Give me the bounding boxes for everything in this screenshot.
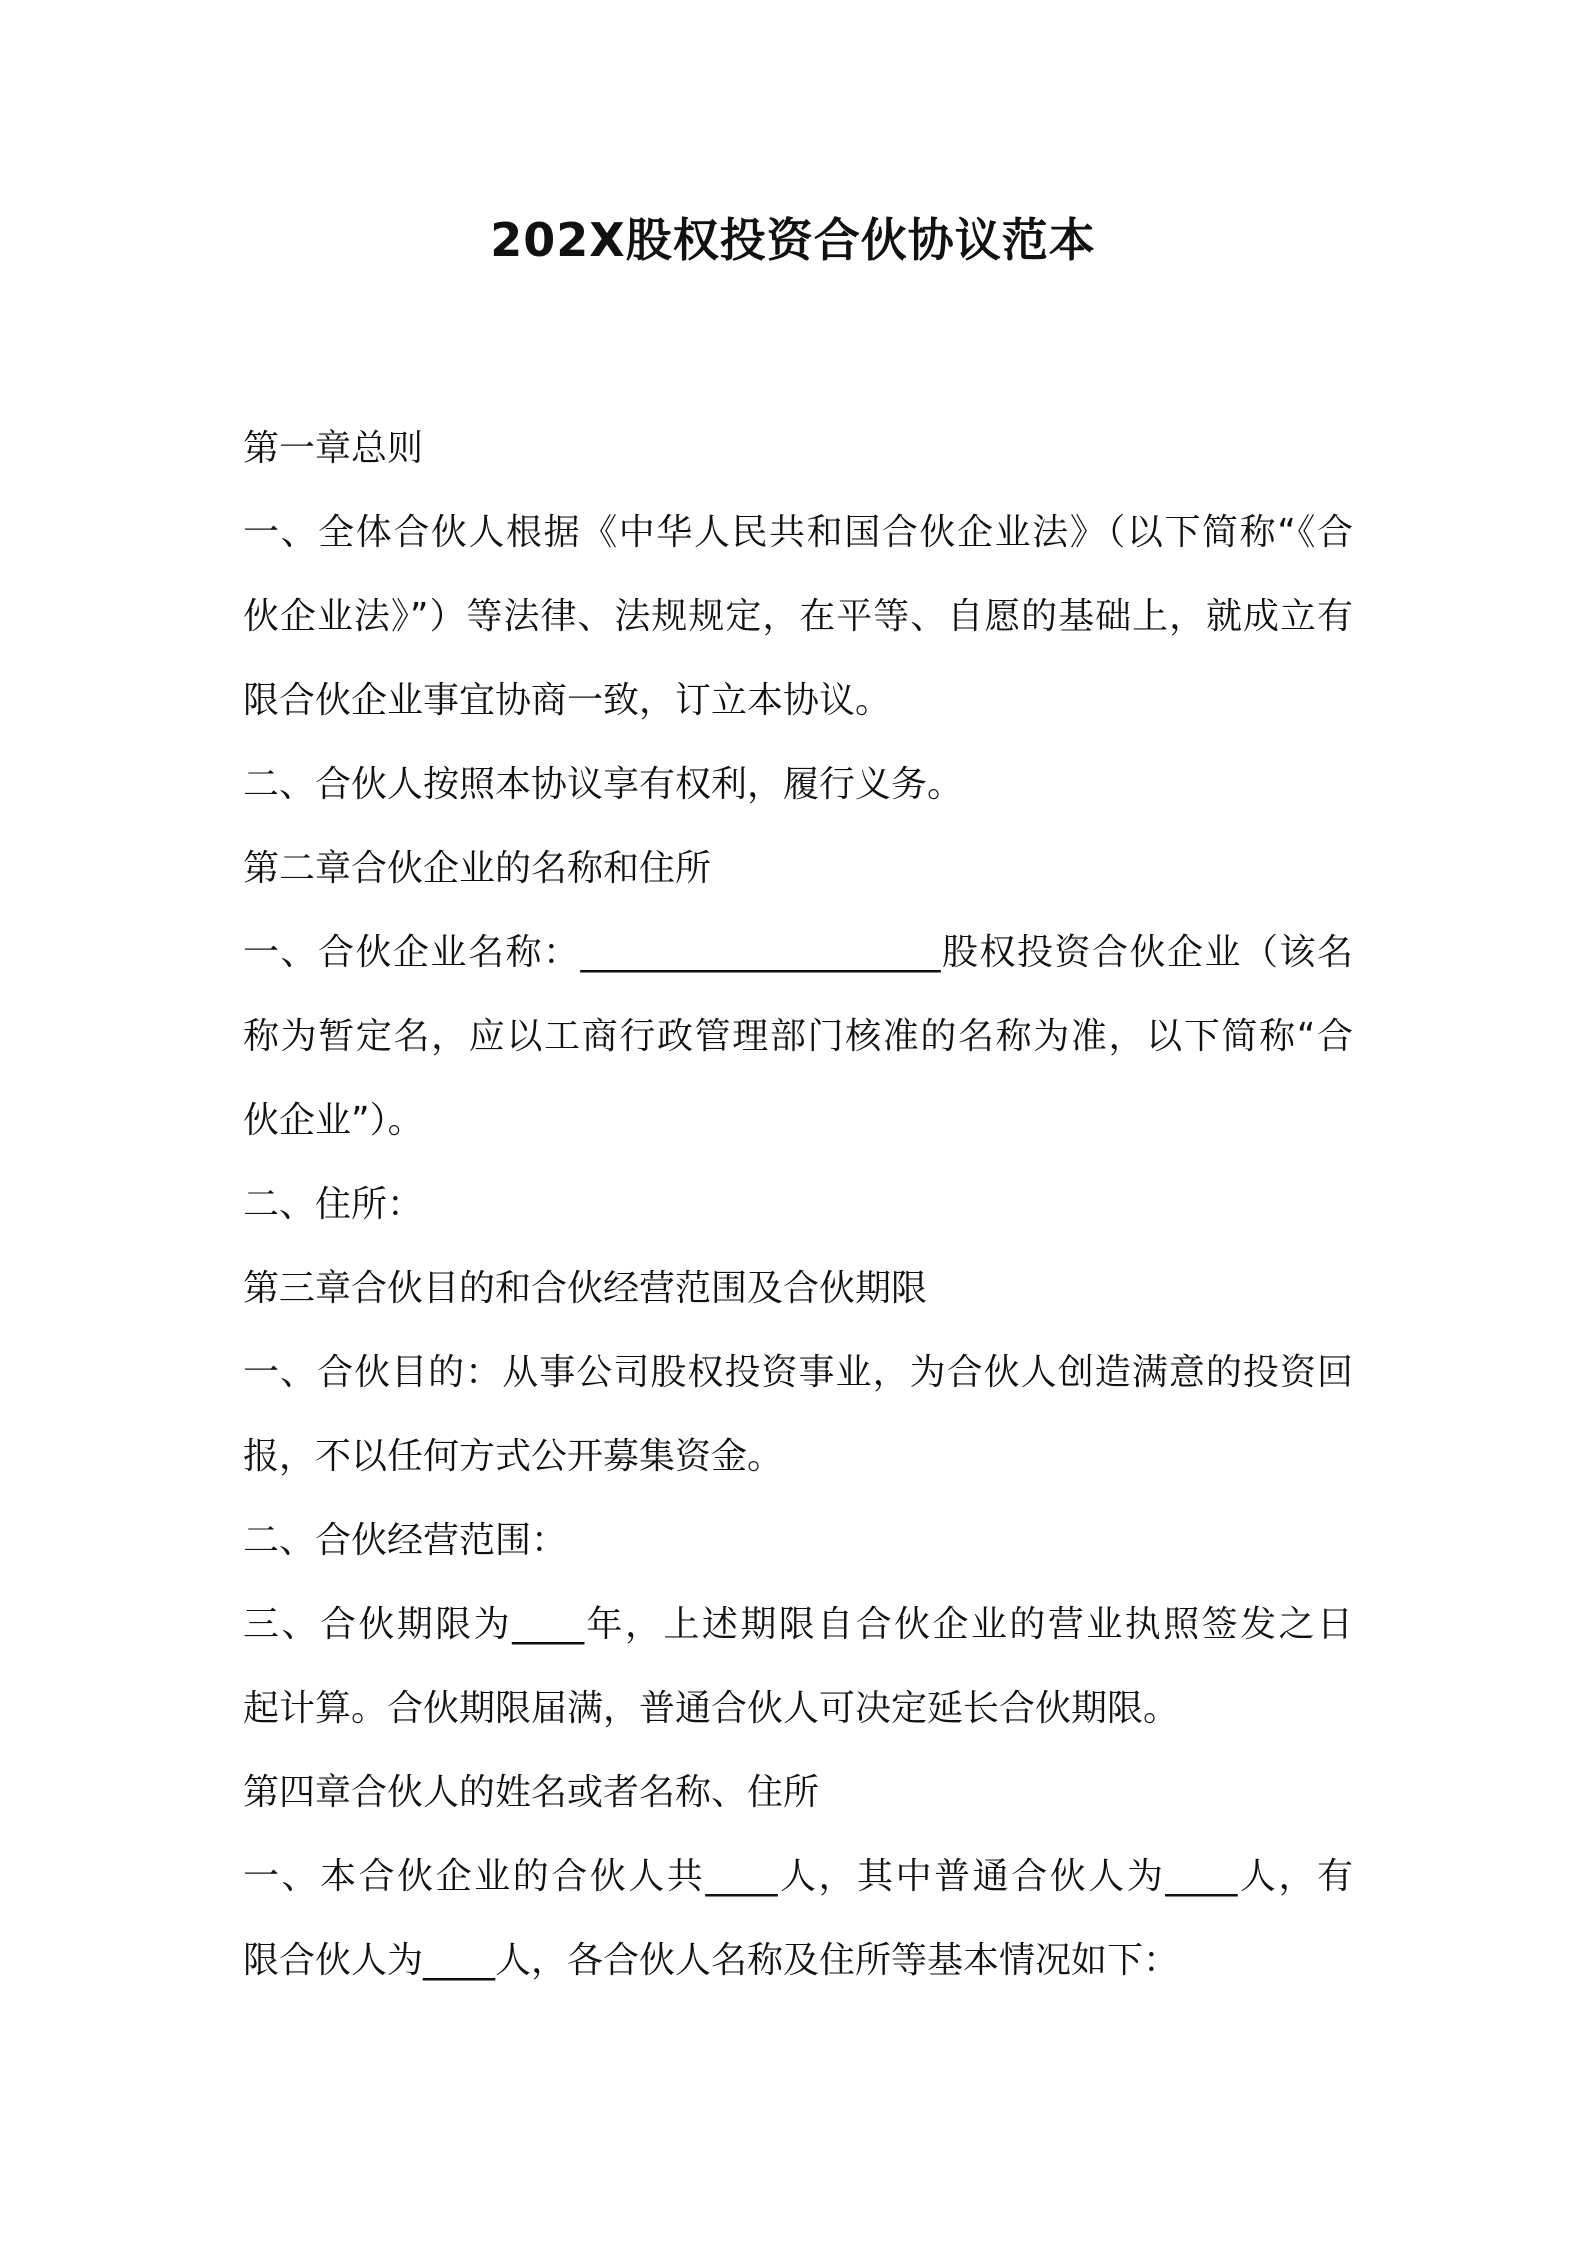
chapter-2-heading: 第二章合伙企业的名称和住所 <box>243 848 712 889</box>
paragraph-line: 二、合伙经营范围： <box>243 1520 568 1561</box>
document-body <box>243 407 1353 2003</box>
paragraph-line: 报，不以任何方式公开募集资金。 <box>243 1436 784 1477</box>
paragraph-line: 一、全体合伙人根据《中华人民共和国合伙企业法》（以下简称“《合 <box>243 512 1353 553</box>
paragraph-line: 二、合伙人按照本协议享有权利，履行义务。 <box>243 764 964 805</box>
chapter-4-heading: 第四章合伙人的姓名或者名称、住所 <box>243 1772 820 1813</box>
paragraph-line: 限合伙人为____人，各合伙人名称及住所等基本情况如下： <box>243 1940 1180 1981</box>
paragraph-line: 二、住所： <box>243 1184 424 1225</box>
chapter-3-heading: 第三章合伙目的和合伙经营范围及合伙期限 <box>243 1268 928 1309</box>
paragraph-line: 伙企业法》”）等法律、法规规定，在平等、自愿的基础上，就成立有 <box>243 596 1353 637</box>
paragraph-line: 称为暂定名，应以工商行政管理部门核准的名称为准，以下简称“合 <box>243 1016 1353 1057</box>
paragraph-line: 伙企业”）。 <box>243 1100 424 1141</box>
paragraph-line: 限合伙企业事宜协商一致，订立本协议。 <box>243 680 892 721</box>
document-title: 202X股权投资合伙协议范本 <box>490 213 1096 267</box>
paragraph-line: 三、合伙期限为____年，上述期限自合伙企业的营业执照签发之日 <box>243 1604 1353 1645</box>
paragraph-line: 一、合伙目的：从事公司股权投资事业，为合伙人创造满意的投资回 <box>243 1352 1353 1393</box>
paragraph-line: 起计算。合伙期限届满，普通合伙人可决定延长合伙期限。 <box>243 1688 1180 1729</box>
chapter-1-heading: 第一章总则 <box>243 428 424 469</box>
paragraph-line: 一、本合伙企业的合伙人共____人，其中普通合伙人为____人，有 <box>243 1856 1353 1897</box>
paragraph-line: 一、合伙企业名称：____________________股权投资合伙企业（该名 <box>243 932 1353 973</box>
